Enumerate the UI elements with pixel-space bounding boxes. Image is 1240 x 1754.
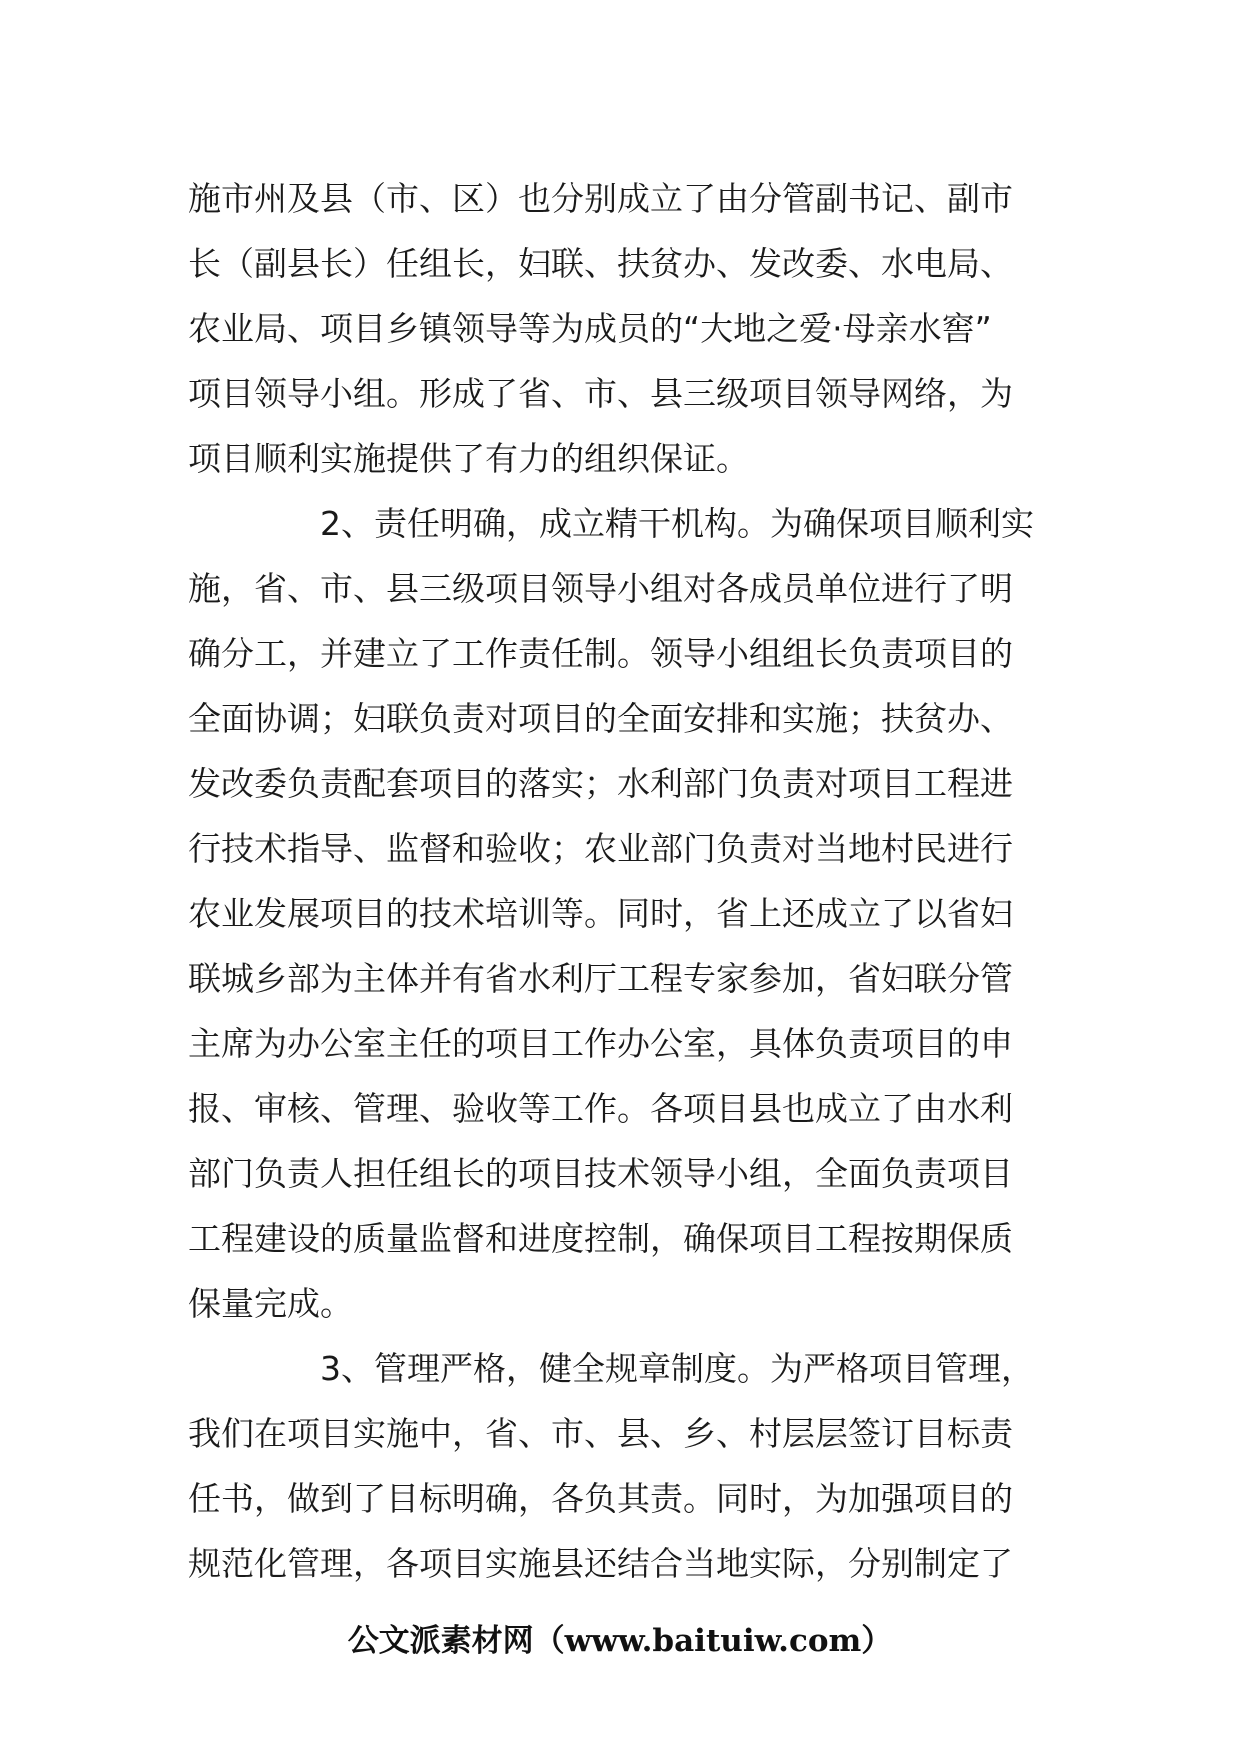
text-line: 任书，做到了目标明确，各负其责。同时，为加强项目的 (188, 1479, 1013, 1518)
text-line: 保量完成。 (188, 1284, 353, 1323)
text-line: 发改委负责配套项目的落实；水利部门负责对项目工程进 (188, 764, 1013, 803)
text-line: 长（副县长）任组长，妇联、扶贫办、发改委、水电局、 (188, 244, 1013, 283)
paragraph-3 (188, 1336, 1060, 1596)
text-line: 报、审核、管理、验收等工作。各项目县也成立了由水利 (188, 1089, 1013, 1128)
footer-watermark: 公文派素材网（www.baituiw.com） (347, 1623, 893, 1659)
text-line: 规范化管理，各项目实施县还结合当地实际，分别制定了 (188, 1544, 1013, 1583)
text-line: 农业局、项目乡镇领导等为成员的“大地之爱·母亲水窖” (188, 309, 992, 348)
text-line: 确分工，并建立了工作责任制。领导小组组长负责项目的 (188, 634, 1013, 673)
text-line: 主席为办公室主任的项目工作办公室，具体负责项目的申 (188, 1024, 1013, 1063)
text-line: 部门负责人担任组长的项目技术领导小组，全面负责项目 (188, 1154, 1013, 1193)
text-line: 施市州及县（市、区）也分别成立了由分管副书记、副市 (188, 179, 1013, 218)
paragraph-1 (188, 166, 1060, 491)
text-line: 全面协调；妇联负责对项目的全面安排和实施；扶贫办、 (188, 699, 1013, 738)
text-line: 行技术指导、监督和验收；农业部门负责对当地村民进行 (188, 829, 1013, 868)
text-line: 2、责任明确，成立精干机构。为确保项目顺利实 (320, 504, 1034, 543)
text-line: 施，省、市、县三级项目领导小组对各成员单位进行了明 (188, 569, 1013, 608)
text-line: 项目领导小组。形成了省、市、县三级项目领导网络，为 (188, 374, 1013, 413)
text-line: 我们在项目实施中，省、市、县、乡、村层层签订目标责 (188, 1414, 1013, 1453)
body-text (188, 166, 1060, 1596)
text-line: 项目顺利实施提供了有力的组织保证。 (188, 439, 749, 478)
text-line: 工程建设的质量监督和进度控制，确保项目工程按期保质 (188, 1219, 1013, 1258)
paragraph-2 (188, 491, 1060, 1336)
text-line: 农业发展项目的技术培训等。同时，省上还成立了以省妇 (188, 894, 1013, 933)
text-line: 3、管理严格，健全规章制度。为严格项目管理， (320, 1349, 1034, 1388)
text-line: 联城乡部为主体并有省水利厅工程专家参加，省妇联分管 (188, 959, 1013, 998)
